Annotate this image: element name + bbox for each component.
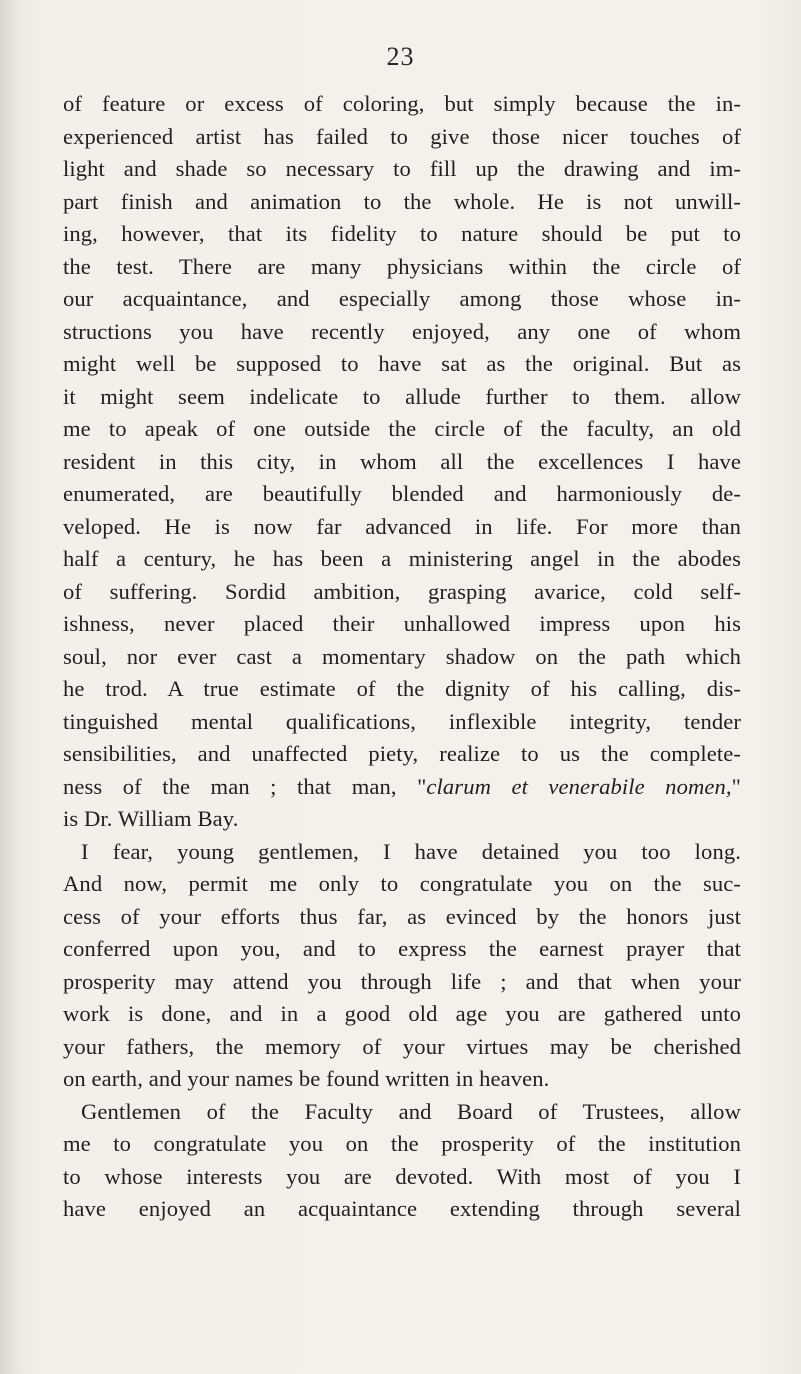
text-line: part finish and animation to the whole. He is not unwill- [63,188,741,214]
text-segment: ness of the man ; that man, " [63,773,427,799]
text-line: ing, however, that its fidelity to nature should be put to [63,221,741,246]
text-line: conferred upon you, and to express the earnest prayer that [63,936,741,961]
text-line: ishness, never placed their unhallowed impress upon his [63,611,741,636]
text-line: soul, nor ever cast a momentary shadow on the path which [63,643,741,669]
text-line: your fathers, the memory of your virtues may be cherished [63,1033,741,1059]
text-line: prosperity may attend you through life ; and that when your [63,968,741,994]
text-line: me to apeak of one outside the circle of the faculty, an old [63,416,741,441]
text-line: me to congratulate you on the prosperity of the institution [63,1131,741,1156]
latin-phrase: clarum et venerabile nomen, [426,773,732,799]
text-line: enumerated, are beautifully blended and harmoniously de- [63,481,741,506]
text-line: tinguished mental qualifications, inflexible integrity, tender [63,708,741,734]
text-line: half a century, he has been a ministering angel in the abodes [63,546,741,571]
text-line: of suffering. Sordid ambition, grasping avarice, cold self- [63,578,741,604]
text-line: light and shade so necessary to fill up the drawing and im- [63,156,741,181]
text-line: sensibilities, and unaffected piety, realize to us the complete- [63,741,741,766]
text-line: he trod. A true estimate of the dignity of his calling, dis- [63,676,741,701]
text-line: on earth, and your names be found written in heaven. [63,1066,550,1091]
text-line: of feature or excess of coloring, but simply because the in- [63,91,741,116]
text-line: our acquaintance, and especially among those whose in- [63,286,741,311]
text-line: might well be supposed to have sat as the original. But as [63,351,741,376]
text-line: it might seem indelicate to allude further to them. allow [63,383,741,409]
text-line: experienced artist has failed to give those nicer touches of [63,123,741,149]
paragraph-start-line: I fear, young gentlemen, I have detained you too long. [81,838,741,864]
page-number: 23 [386,42,415,71]
text-line: And now, permit me only to congratulate you on the suc- [63,871,741,896]
body-text [63,88,741,1226]
text-line-with-quote [63,771,741,804]
text-line: to whose interests you are devoted. With most of you I [63,1163,741,1189]
quote-mark: " [731,773,741,799]
text-line: work is done, and in a good old age you are gathered unto [63,1001,741,1026]
text-line: veloped. He is now far advanced in life. For more than [63,513,741,539]
text-line: resident in this city, in whom all the excellences I have [63,448,741,474]
text-line: is Dr. William Bay. [63,806,239,831]
text-line: have enjoyed an acquaintance extending through several [63,1196,741,1221]
text-line: cess of your efforts thus far, as evinced by the honors just [63,903,741,929]
paragraph-start-line: Gentlemen of the Faculty and Board of Trustees, allow [81,1098,741,1124]
text-line: the test. There are many physicians within the circle of [63,253,741,279]
text-line: structions you have recently enjoyed, any one of whom [63,318,741,344]
